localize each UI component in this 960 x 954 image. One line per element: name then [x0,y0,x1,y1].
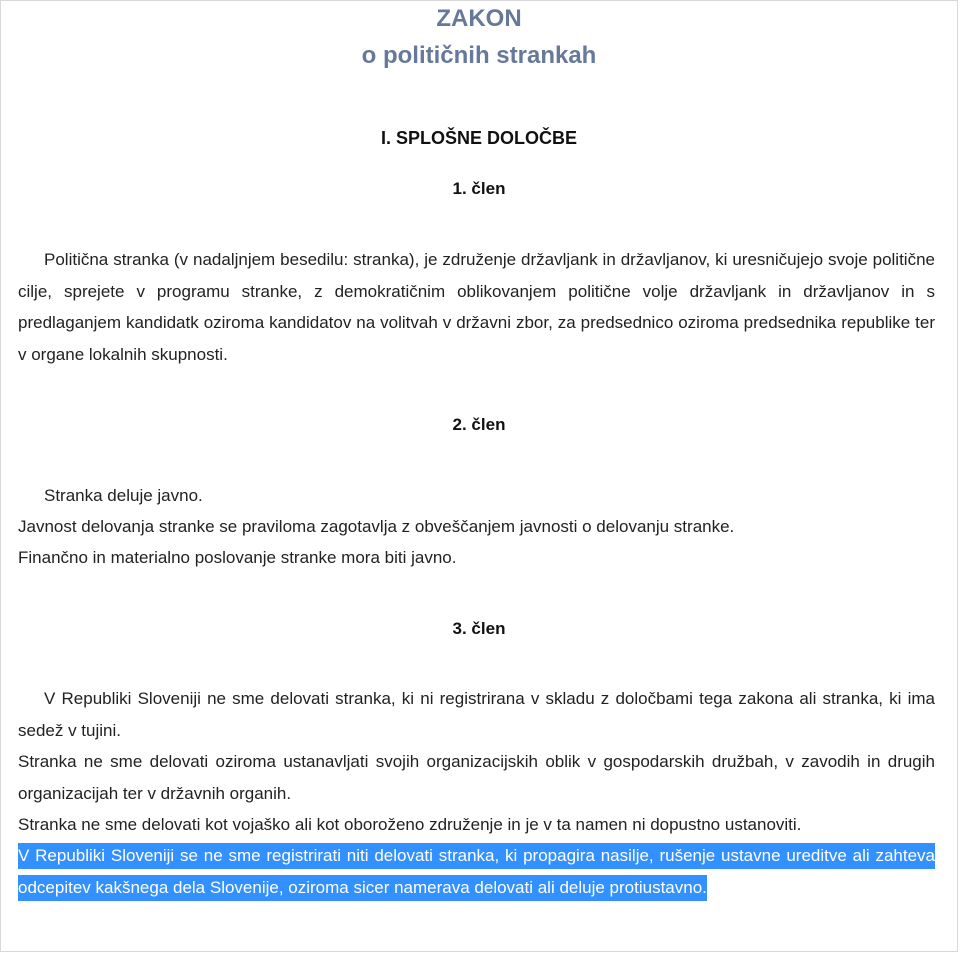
law-subtitle: o političnih strankah [361,42,597,69]
article-3-paragraph-1[interactable]: V Republiki Sloveniji ne sme delovati stranka, ki ni registrirana v skladu z določbami tega zakona ali stranka, ki ima sedež v tujini. [18,689,935,740]
article-3-paragraph-4-selected[interactable] [18,840,935,903]
article-3-paragraph-3[interactable]: Stranka ne sme delovati kot vojaško ali kot oboroženo združenje in je v ta namen ni dopustno ustanoviti. [18,815,802,834]
article-1-paragraph-1[interactable]: Politična stranka (v nadaljnjem besedilu: stranka), je združenje državljank in državljanov, ki uresničujejo svoje politične cilje, sprejete v programu stranke, z demokratičnim oblikovanjem politične volje državljank in državljanov in s predlaganjem kandidatk oziroma kandidatov na volitvah v državni zbor, za predsednico oziroma predsednika republike ter v organe lokalnih skupnosti. [18,250,935,364]
article-1-heading: 1. člen [452,179,506,198]
article-3-heading: 3. člen [452,619,506,638]
article-2-paragraph-2[interactable]: Javnost delovanja stranke se praviloma zagotavlja z obveščanjem javnosti o delovanju stranke. [18,517,735,536]
article-2-paragraph-1[interactable]: Stranka deluje javno. [44,486,203,505]
section-heading: I. SPLOŠNE DOLOČBE [380,128,578,148]
article-2-heading: 2. člen [452,415,506,434]
law-title: ZAKON [436,5,522,32]
article-3-paragraph-2[interactable]: Stranka ne sme delovati oziroma ustanavljati svojih organizacijskih oblik v gospodarskih družbah, v zavodih in drugih organizacijah ter v državnih organih. [18,752,935,803]
text-selection-highlight[interactable]: V Republiki Sloveniji se ne sme registrirati niti delovati stranka, ki propagira nasilje, rušenje ustavne ureditve ali zahteva odcepitev kakšnega dela Slovenije, oziroma sicer namerava delovati ali deluje protiustavno. [18,843,935,901]
article-2-paragraph-3[interactable]: Finančno in materialno poslovanje stranke mora biti javno. [18,548,457,567]
